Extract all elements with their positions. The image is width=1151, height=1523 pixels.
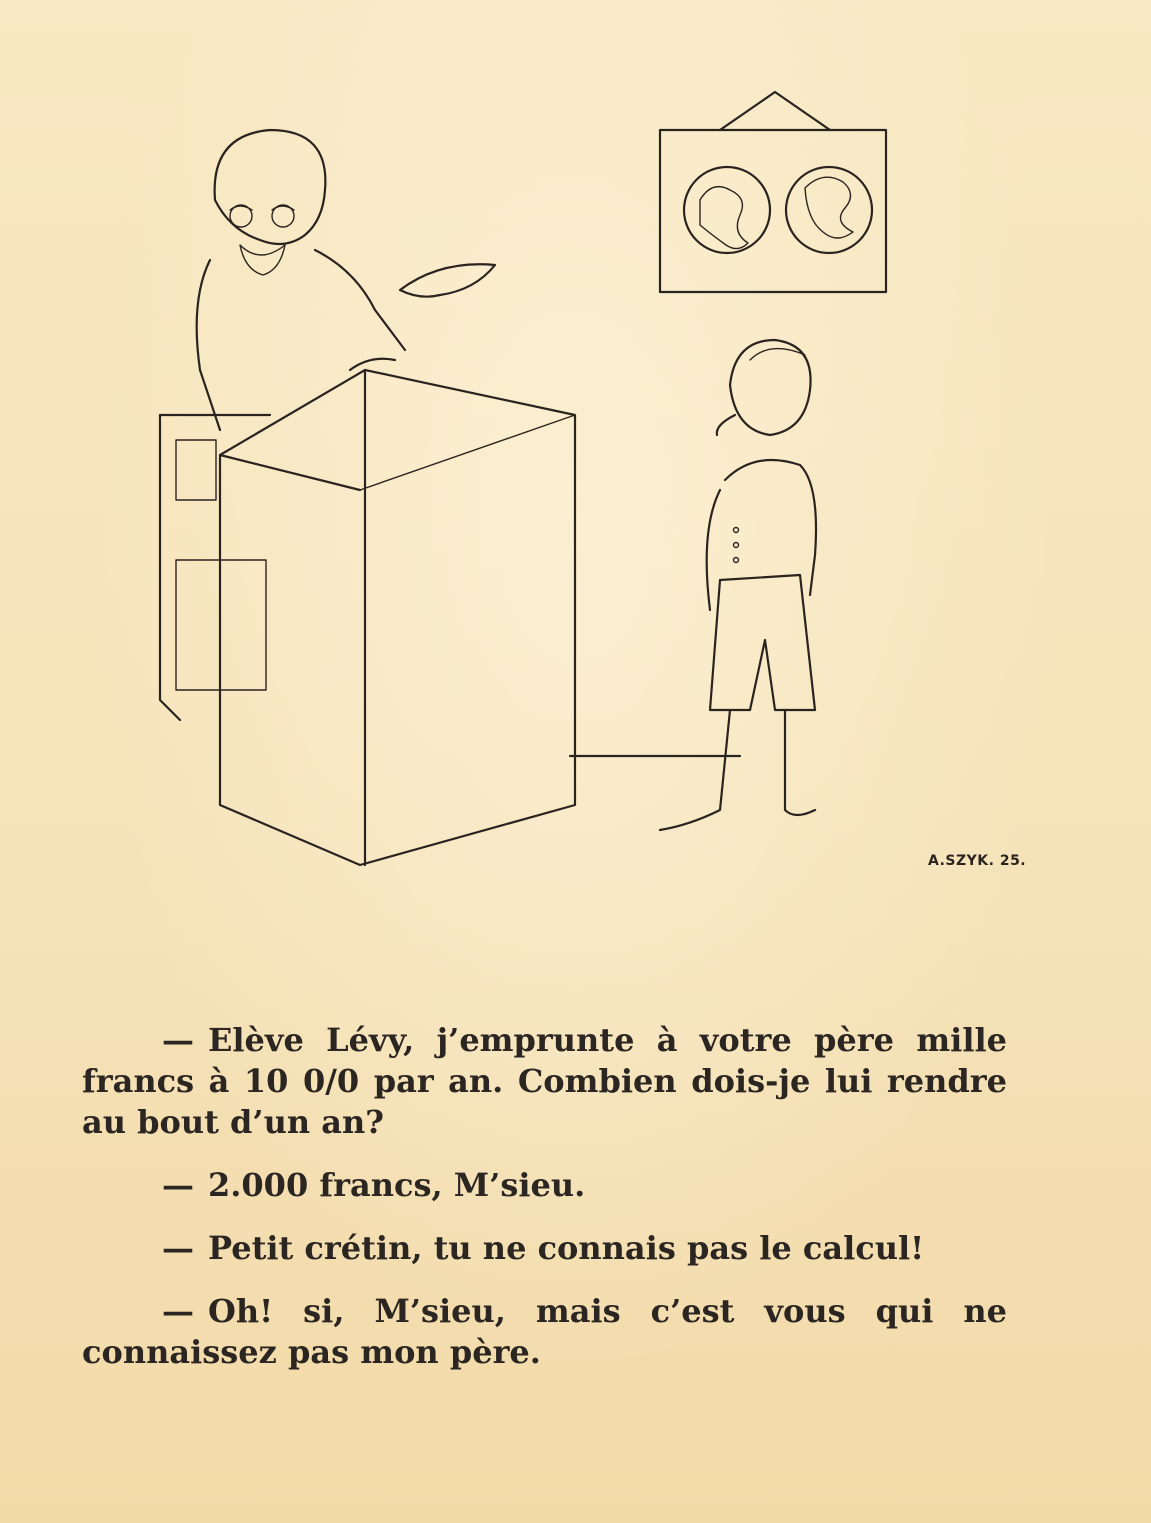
cartoon-illustration [60, 60, 1090, 920]
teacher-figure [197, 130, 495, 430]
dialogue-line-1 [82, 1020, 1007, 1143]
dialogue-line-4 [82, 1291, 1007, 1373]
dialogue-line-text: 2.000 francs, M’sieu. [208, 1166, 586, 1204]
teacher-desk [220, 370, 575, 865]
dialogue-line-text: Petit crétin, tu ne connais pas le calcul! [208, 1229, 925, 1267]
dialogue-line-3 [82, 1228, 1007, 1269]
dialogue-dash: — [162, 1021, 194, 1059]
dialogue-dash: — [162, 1229, 194, 1267]
dialogue-line-text: Oh! si, M’sieu, mais c’est vous qui ne connaissez pas mon père. [82, 1292, 1007, 1371]
dialogue-line-2 [82, 1165, 1007, 1206]
chair [160, 415, 270, 720]
artist-signature: A.SZYK. 25. [928, 853, 1027, 869]
dialogue-dash: — [162, 1166, 194, 1204]
dialogue-text [82, 1020, 1007, 1395]
cartoon-teacher-and-pupil-icon [60, 60, 1090, 920]
dialogue-line-text: Elève Lévy, j’emprunte à votre père mille francs à 10 0/0 par an. Combien dois-je lui rendre au bout d’un an? [82, 1021, 1007, 1141]
dialogue-dash: — [162, 1292, 194, 1330]
world-map-icon [660, 92, 886, 292]
